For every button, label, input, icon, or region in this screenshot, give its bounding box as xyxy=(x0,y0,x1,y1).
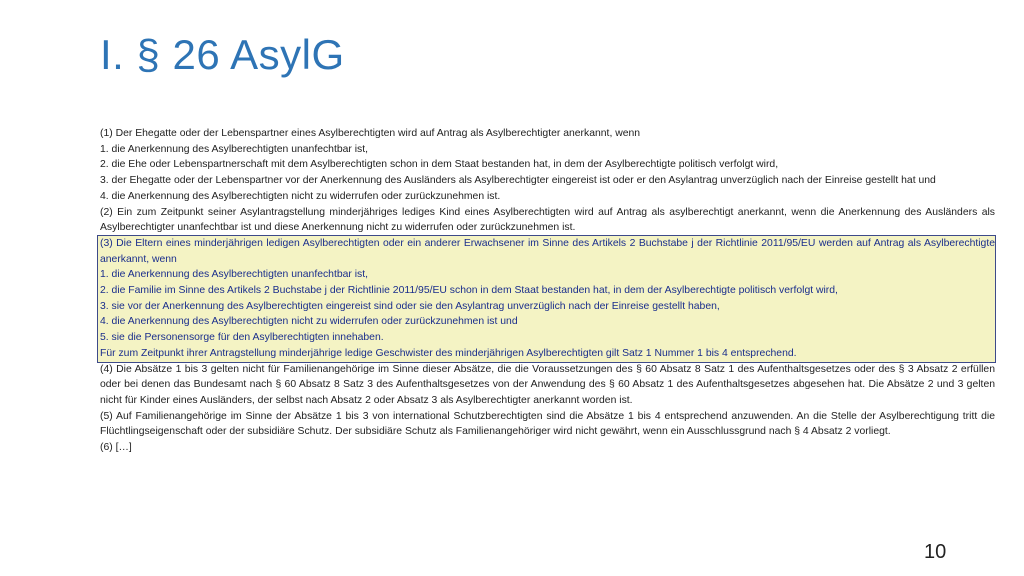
text-line: 1. die Anerkennung des Asylberechtigten unanfechtbar ist, xyxy=(100,143,369,155)
highlighted-line: 4. die Anerkennung des Asylberechtigten nicht zu widerrufen oder zurückzunehmen ist und xyxy=(100,316,518,328)
text-line: 4. die Anerkennung des Asylberechtigten nicht zu widerrufen oder zurückzunehmen ist. xyxy=(100,190,501,202)
page-number: 10 xyxy=(924,541,947,563)
law-text-body xyxy=(100,126,995,456)
highlighted-line: 3. sie vor der Anerkennung des Asylberechtigten eingereist sind oder sie den Asylantrag unverzüglich nach der Einreise gestellt haben, xyxy=(100,300,720,312)
highlighted-line: 1. die Anerkennung des Asylberechtigten unanfechtbar ist, xyxy=(100,269,369,281)
text-line: (6) […] xyxy=(100,442,132,454)
text-line: (1) Der Ehegatte oder der Lebenspartner eines Asylberechtigten wird auf Antrag als Asylberechtigter anerkannt, wenn xyxy=(100,128,641,139)
text-line: (4) Die Absätze 1 bis 3 gelten nicht für Familienangehörige im Sinne dieser Absätze, die die Voraussetzungen des § 60 Absatz 8 Satz 1 des Aufenthaltsgesetzes oder des § 3 Absatz 2 erfüllen oder bei denen das Bundesamt nach § 60 Absatz 8 Satz 3 des Aufenthaltsgesetzes von der Anwendung des § 60 Absatz 1 des Aufenthaltsgesetzes abgesehen hat. Die Absätze 2 und 3 gelten nicht für Kinder eines Ausländers, der selbst nach Absatz 2 oder Absatz 3 als Asylberechtigter anerkannt worden ist. xyxy=(100,363,995,406)
highlighted-line: 2. die Familie im Sinne des Artikels 2 Buchstabe j der Richtlinie 2011/95/EU schon in dem Staat bestanden hat, in dem der Asylberechtigte politisch verfolgt wird, xyxy=(100,285,838,297)
text-line: 3. der Ehegatte oder der Lebenspartner vor der Anerkennung des Ausländers als Asylberechtigter eingereist ist oder er den Asylantrag unverzüglich nach der Einreise gestellt hat und xyxy=(100,175,936,187)
highlighted-line: (3) Die Eltern eines minderjährigen ledigen Asylberechtigten oder ein anderer Erwachsener im Sinne des Artikels 2 Buchstabe j der Richtlinie 2011/95/EU werden auf Antrag als Asylberechtigte anerkannt, wenn xyxy=(100,237,995,265)
text-line: (5) Auf Familienangehörige im Sinne der Absätze 1 bis 3 von international Schutzberechtigten sind die Absätze 1 bis 4 entsprechend anzuwenden. An die Stelle der Asylberechtigung tritt die Flüchtlingseigenschaft oder der subsidiäre Schutz. Der subsidiäre Schutz als Familienangehöriger wird nicht gewährt, wenn ein Ausschlussgrund nach § 4 Absatz 2 vorliegt. xyxy=(100,410,995,438)
text-line: 2. die Ehe oder Lebenspartnerschaft mit dem Asylberechtigten schon in dem Staat bestanden hat, in dem der Asylberechtigte politisch verfolgt wird, xyxy=(100,159,779,171)
highlighted-line: Für zum Zeitpunkt ihrer Antragstellung minderjährige ledige Geschwister des minderjährigen Asylberechtigten gilt Satz 1 Nummer 1 bis 4 entsprechend. xyxy=(100,347,797,359)
highlighted-line: 5. sie die Personensorge für den Asylberechtigten innehaben. xyxy=(100,332,384,344)
text-line: (2) Ein zum Zeitpunkt seiner Asylantragstellung minderjähriges lediges Kind eines Asylberechtigten wird auf Antrag als asylberechtigt anerkannt, wenn die Anerkennung des Ausländers als Asylberechtigter unanfechtbar ist und diese Anerkennung nicht zu widerrufen oder zurückzunehmen ist. xyxy=(100,206,995,234)
slide-title: I. § 26 AsylG xyxy=(100,31,345,78)
highlighted-section xyxy=(98,236,995,362)
